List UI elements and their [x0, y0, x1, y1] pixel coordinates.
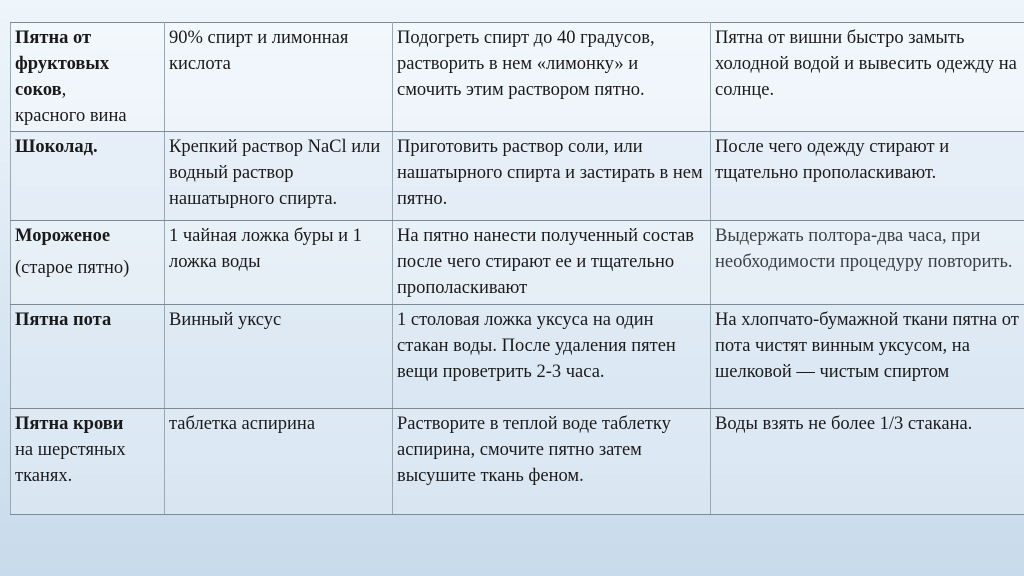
stain-type-name: Мороженое	[15, 226, 111, 246]
remedy-cell	[165, 305, 393, 409]
remedy-text: 90% спирт и лимонная кислота	[169, 28, 349, 74]
note-text: Воды взять не более 1/3 стакана.	[715, 414, 973, 434]
remedy-text: 1 чайная ложка буры и 1 ложка воды	[169, 226, 362, 272]
remedy-cell	[165, 132, 393, 221]
table-row	[11, 23, 1024, 132]
remedy-cell	[165, 221, 393, 305]
stain-removal-table-container	[10, 22, 1024, 515]
stain-type-cell	[11, 409, 165, 515]
table-row	[11, 221, 1024, 305]
stain-type-name: Пятна пота	[15, 310, 112, 330]
stain-type-name: Пятна крови	[15, 414, 124, 434]
method-text: 1 столовая ложка уксуса на один стакан воды. После удаления пятен вещи проветрить 2-3 часа.	[397, 310, 676, 382]
stain-type-cell	[11, 305, 165, 409]
note-cell	[711, 409, 1024, 515]
note-text: Пятна от вишни быстро замыть холодной водой и вывесить одежду на солнце.	[715, 28, 1017, 100]
remedy-text: таблетка аспирина	[169, 414, 316, 434]
stain-type-detail: красного вина	[15, 106, 127, 126]
stain-type-detail: (старое пятно)	[15, 258, 130, 278]
stain-type-cell	[11, 23, 165, 132]
remedy-text: Крепкий раствор NaCl или водный раствор нашатырного спирта.	[169, 137, 381, 209]
stain-type-cell	[11, 132, 165, 221]
stain-type-cell	[11, 221, 165, 305]
method-cell	[393, 132, 711, 221]
table-row	[11, 409, 1024, 515]
method-cell	[393, 23, 711, 132]
remedy-text: Винный уксус	[169, 310, 282, 330]
remedy-cell	[165, 23, 393, 132]
method-text: На пятно нанести полученный состав после чего стирают ее и тщательно прополаскивают	[397, 226, 695, 298]
remedy-cell	[165, 409, 393, 515]
note-cell	[711, 305, 1024, 409]
method-text: Приготовить раствор соли, или нашатырного спирта и застирать в нем пятно.	[397, 137, 703, 209]
method-cell	[393, 409, 711, 515]
note-text: На хлопчато-бумажной ткани пятна от пота чистят винным уксусом, на шелковой — чистым спиртом	[715, 310, 1019, 382]
stain-type-detail: на шерстяных тканях.	[15, 440, 126, 486]
method-text: Подогреть спирт до 40 градусов, растворить в нем «лимонку» и смочить этим раствором пятно.	[397, 28, 655, 100]
table-row	[11, 132, 1024, 221]
note-cell	[711, 221, 1024, 305]
note-cell	[711, 23, 1024, 132]
note-text: Выдержать полтора-два часа, при необходимости процедуру повторить.	[715, 226, 1013, 272]
method-text: Растворите в теплой воде таблетку аспирина, смочите пятно затем высушите ткань феном.	[397, 414, 671, 486]
stain-type-punct: ,	[61, 80, 67, 100]
method-cell	[393, 221, 711, 305]
note-cell	[711, 132, 1024, 221]
stain-removal-table	[10, 22, 1024, 515]
method-cell	[393, 305, 711, 409]
stain-type-name: Пятна от фруктовых соков	[15, 28, 110, 100]
stain-type-name: Шоколад.	[15, 137, 98, 157]
table-row	[11, 305, 1024, 409]
note-text: После чего одежду стирают и тщательно прополаскивают.	[715, 137, 950, 183]
